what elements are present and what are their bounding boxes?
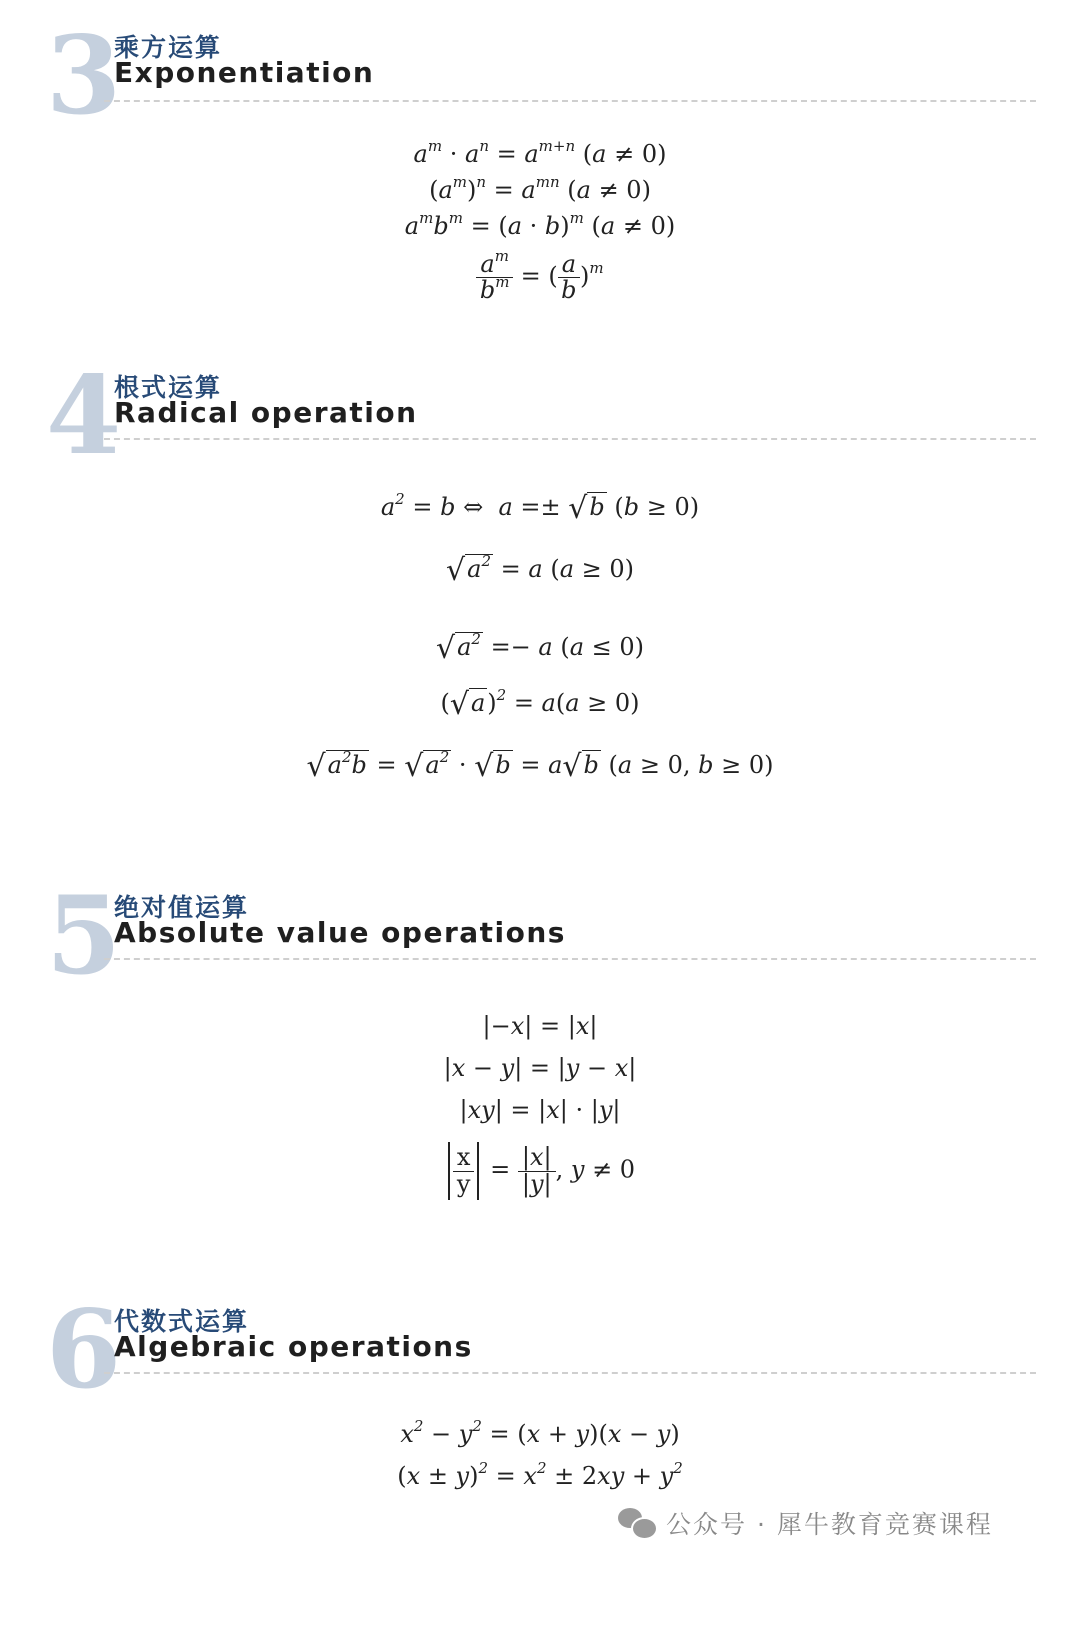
formula: $a^2 = b$ ⇔ a =± √b (b ≥ 0) <box>380 490 700 526</box>
section-number: 3 <box>46 13 122 139</box>
section-title-en: Absolute value operations <box>114 916 566 949</box>
formula: $\frac{a^m}{b^m}$ = ( $\frac{a}{b}$ )$^m$ <box>0 252 1080 303</box>
watermark <box>618 1505 993 1541</box>
formula: $\frac{x}{y}$ = $\frac{|x|}{|y|}$ , y ≠ 0 <box>0 1142 1080 1200</box>
section-title-en: Algebraic operations <box>114 1330 473 1363</box>
formula: $x^2 - y^2 = (x + y)(x - y)$ <box>400 1417 680 1448</box>
section-number: 6 <box>46 1287 122 1413</box>
section-title-zh: 代数式运算 <box>114 1307 250 1336</box>
section-divider <box>104 958 1036 960</box>
formula: $√a^2 =- a$ (a ≤ 0) <box>435 630 645 666</box>
section-number: 5 <box>46 873 122 999</box>
section-divider <box>104 1372 1036 1374</box>
formula: $√a^2b = √a^2 \cdot √b = a√b$ (a ≥ 0, b ≥ 0) <box>306 748 774 784</box>
watermark-text: 公众号 · 犀牛教育竞赛课程 <box>666 1510 993 1539</box>
section-number: 4 <box>46 353 122 479</box>
section-title-en: Exponentiation <box>114 56 375 89</box>
section-title-zh: 根式运算 <box>114 373 223 402</box>
formula: |x − y| = |y − x| <box>443 1054 637 1082</box>
section-title-zh: 乘方运算 <box>114 33 223 62</box>
section-title-en: Radical operation <box>114 396 418 429</box>
formula: |−x| = |x| <box>482 1012 598 1040</box>
formula: $(a^m)^n = a^{mn}$ (a ≠ 0) <box>429 173 651 204</box>
formula: $(x \pm y)^2 = x^2 \pm 2xy + y^2$ <box>397 1459 683 1490</box>
formula: $a^mb^m = (a \cdot b)^m$ (a ≠ 0) <box>404 209 676 240</box>
formula: |xy| = |x| · |y| <box>459 1096 621 1124</box>
wechat-icon <box>618 1506 656 1540</box>
section-title-zh: 绝对值运算 <box>114 893 250 922</box>
formula: $a^m \cdot a^n = a^{m+n}$ (a ≠ 0) <box>413 137 667 168</box>
formula: $(√a)^2 = a(a \ge 0)$ <box>440 686 640 722</box>
section-divider <box>104 100 1036 102</box>
formula: $√a^2 = a$ (a ≥ 0) <box>446 552 634 588</box>
section-divider <box>104 438 1036 440</box>
